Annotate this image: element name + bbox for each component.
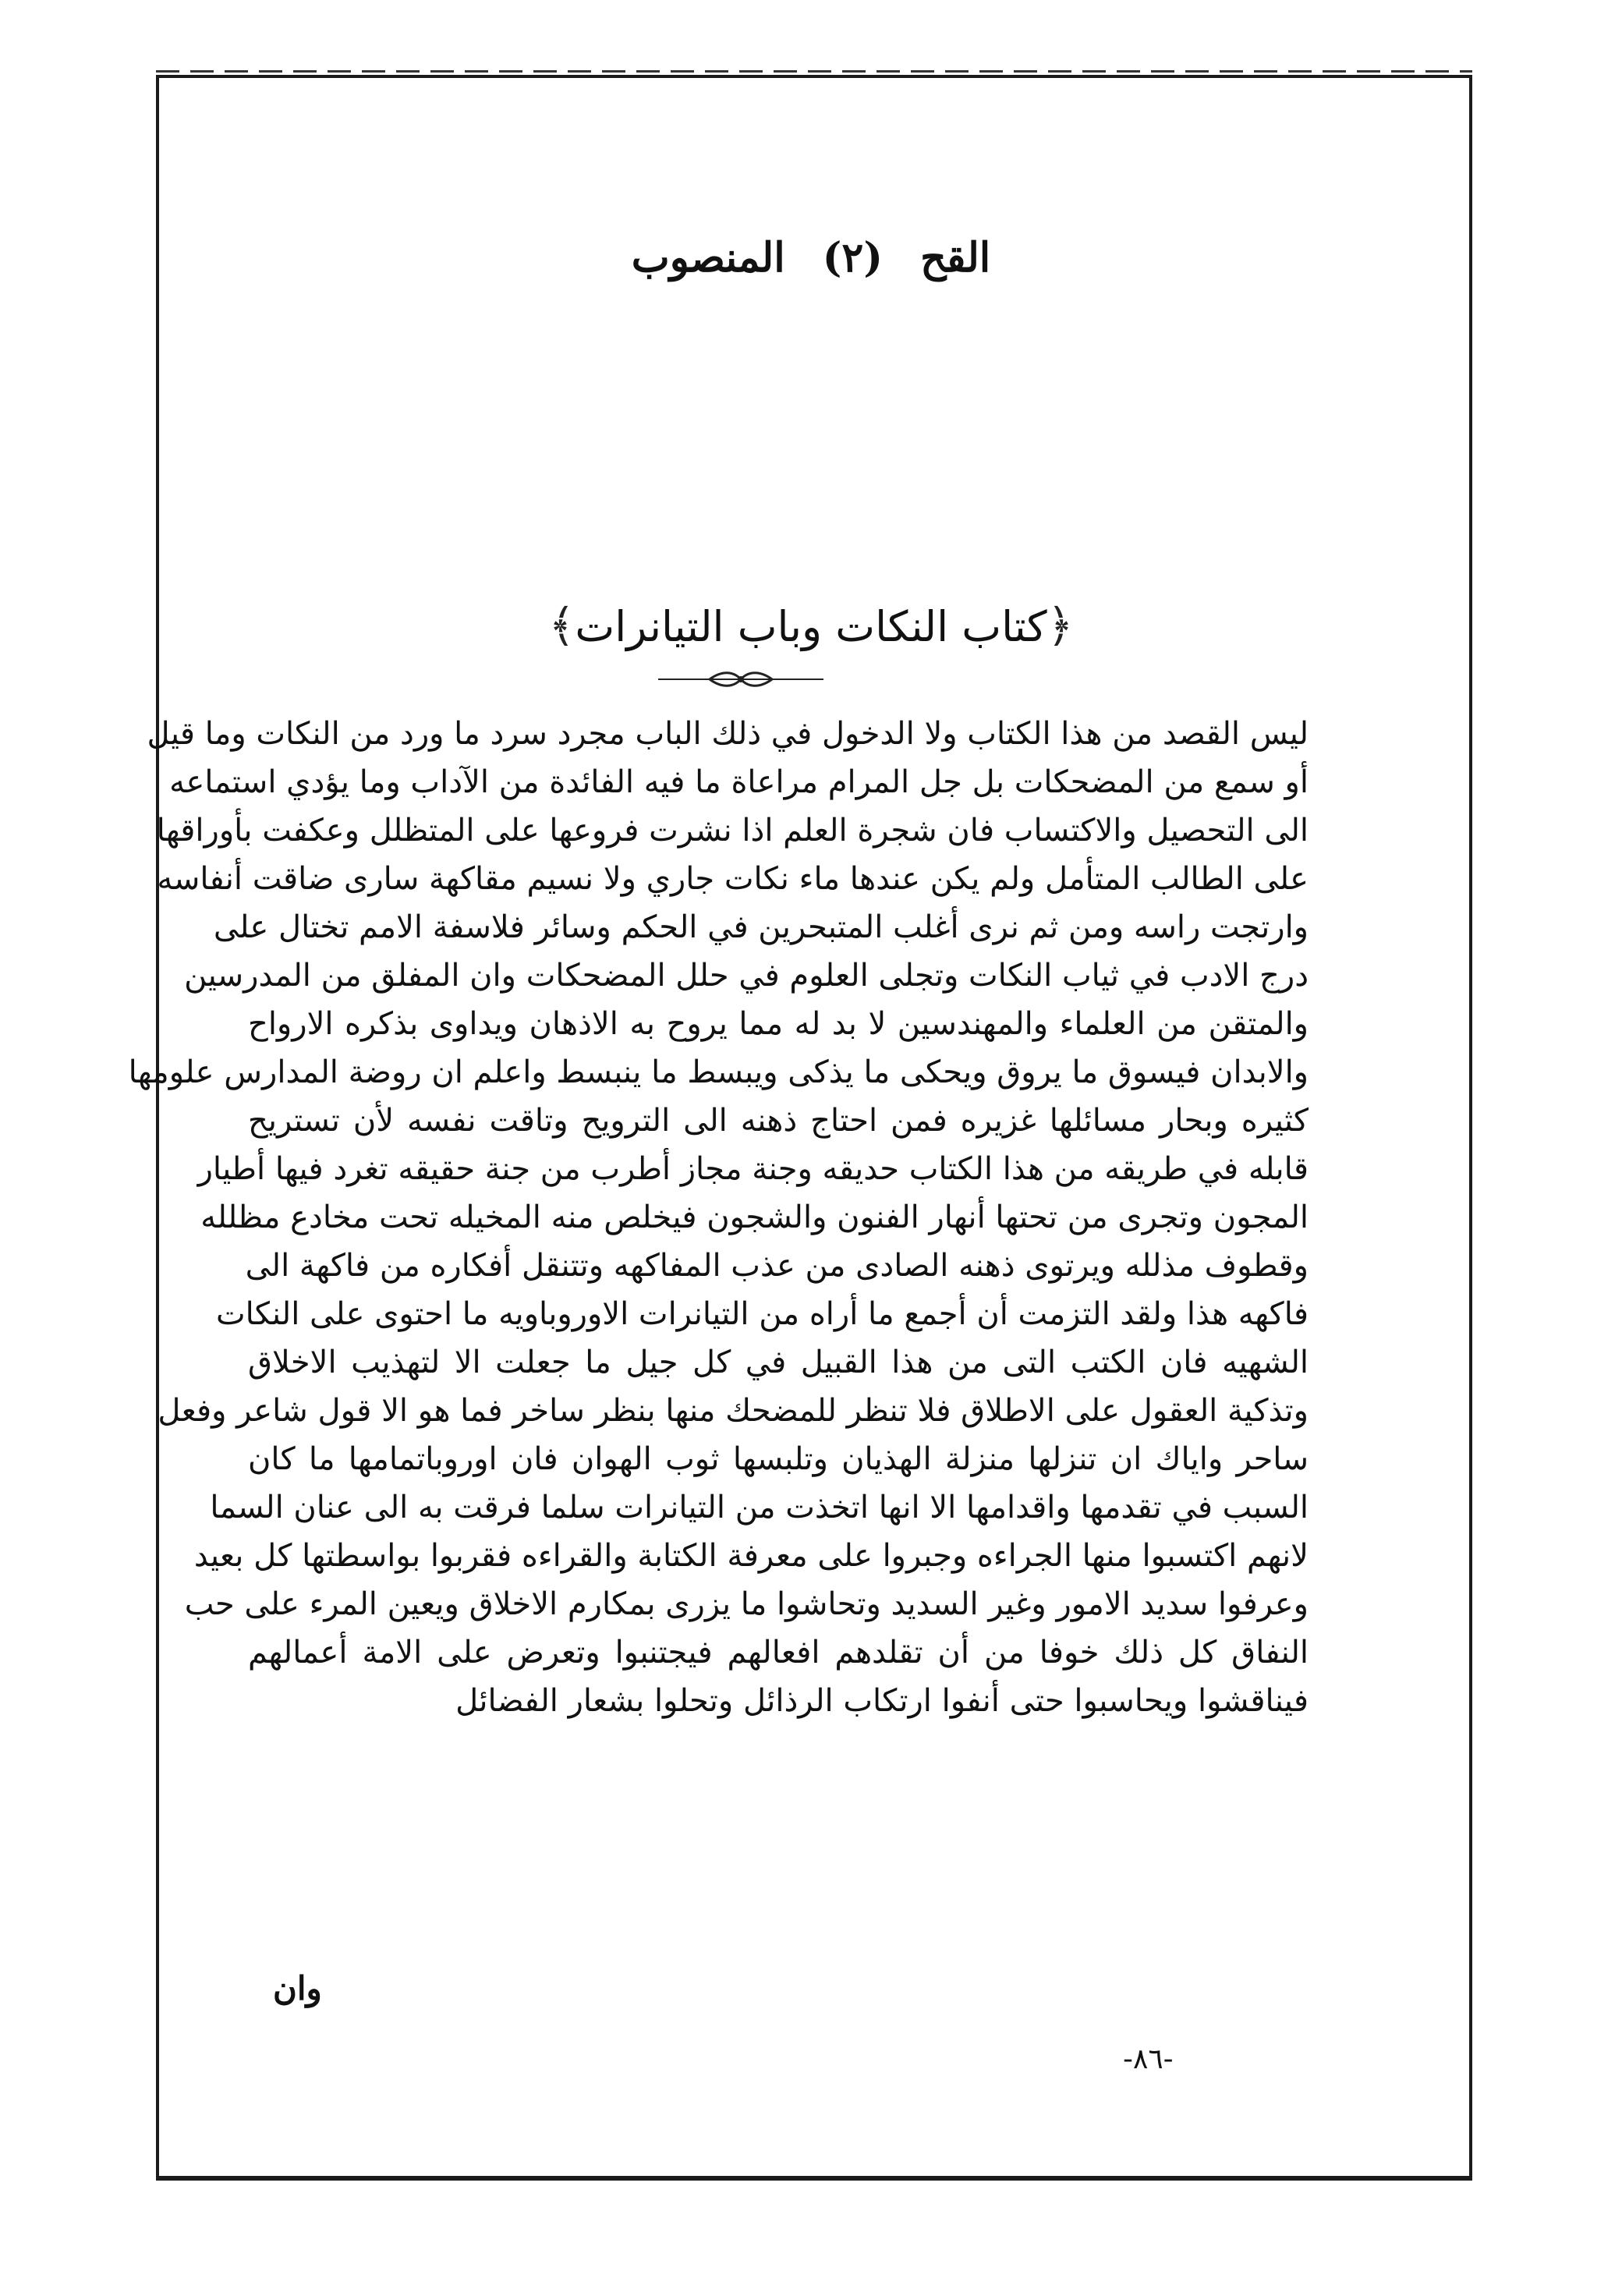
body-line: أو سمع من المضحكات بل جل المرام مراعاة ما فيه الفائدة من الآداب وما يؤدي استماعه — [169, 764, 1309, 800]
body-line: وارتجت راسه ومن ثم نرى أغلب المتبحرين في الحكم وسائر فلاسفة الامم تختال على — [213, 909, 1309, 945]
body-line: وعرفوا سديد الامور وغير السديد وتحاشوا ما يزرى بمكارم الاخلاق ويعين المرء على حب — [184, 1586, 1309, 1622]
body-line: لانهم اكتسبوا منها الجراءه وجبروا على معرفة الكتابة والقراءه فقربوا بواسطتها كل بعيد — [193, 1538, 1309, 1574]
body-line: السبب في تقدمها واقدامها الا انها اتخذت من التيانرات سلما فرقت به الى عنان السما — [210, 1490, 1309, 1525]
title-bracket-left: ﴾ — [548, 599, 575, 652]
page-number: -٨٦- — [1123, 2043, 1174, 2075]
section-title-text: كتاب النكات وباب التيانرات — [575, 602, 1047, 651]
body-line: الشهيه فان الكتب التى من هذا القبيل في كل جيل ما جعلت الا لتهذيب الاخلاق — [248, 1345, 1309, 1380]
body-line: وقطوف مذلله ويرتوى ذهنه الصادى من عذب المفاكهه وتتنقل أفكاره من فاكهة الى — [245, 1248, 1309, 1284]
body-line: والابدان فيسوق ما يروق ويحكى ما يذكى ويبسط ما ينبسط واعلم ان روضة المدارس علومها — [128, 1054, 1309, 1090]
catchword: وان — [273, 1969, 322, 2007]
body-line: قابله في طريقه من هذا الكتاب حديقه وجنة مجاز أطرب من جنة حقيقه تغرد فيها أطيار — [197, 1151, 1309, 1187]
body-line: كثيره وبحار مسائلها غزيره فمن احتاج ذهنه الى الترويح وتاقت نفسه لأن تستريح — [248, 1103, 1309, 1139]
title-ornament — [655, 669, 827, 689]
body-line: ليس القصد من هذا الكتاب ولا الدخول في ذلك الباب مجرد سرد ما ورد من النكات وما قيل — [147, 716, 1309, 752]
body-line: فيناقشوا ويحاسبوا حتى أنفوا ارتكاب الرذائل وتحلوا بشعار الفضائل — [455, 1683, 1309, 1719]
title-bracket-right: ﴿ — [1047, 599, 1074, 652]
body-line: النفاق كل ذلك خوفا من أن تقلدهم افعالهم فيجتنبوا وتعرض على الامة أعمالهم — [248, 1635, 1309, 1671]
body-line: المجون وتجرى من تحتها أنهار الفنون والشجون فيخلص منه المخيله تحت مخادع مظلله — [200, 1199, 1309, 1235]
running-head: القح (٢) المنصوب — [631, 234, 991, 282]
body-line: الى التحصيل والاكتساب فان شجرة العلم اذا نشرت فروعها على المتظلل وعكفت بأوراقها — [156, 813, 1309, 849]
body-line: وتذكية العقول على الاطلاق فلا تنظر للمضحك منها بنظر ساخر فما هو الا قول شاعر وفعل — [158, 1393, 1309, 1429]
body-text — [128, 710, 1309, 1725]
body-line: درج الادب في ثياب النكات وتجلى العلوم في حلل المضحكات وان المفلق من المدرسين — [184, 958, 1309, 994]
body-line: فاكهه هذا ولقد التزمت أن أجمع ما أراه من التيانرات الاوروباويه ما احتوى على النكات — [216, 1296, 1309, 1332]
body-line: والمتقن من العلماء والمهندسين لا بد له مما يروح به الاذهان ويداوى بذكره الارواح — [248, 1006, 1309, 1042]
body-line: على الطالب المتأمل ولم يكن عندها ماء نكات جاري ولا نسيم مقاكهة سارى ضاقت أنفاسه — [157, 861, 1309, 897]
section-title — [0, 599, 1622, 652]
body-line: ساحر واياك ان تنزلها منزلة الهذيان وتلبسها ثوب الهوان فان اوروباتمامها ما كان — [248, 1441, 1309, 1477]
top-dashed-rule — [156, 70, 1472, 73]
